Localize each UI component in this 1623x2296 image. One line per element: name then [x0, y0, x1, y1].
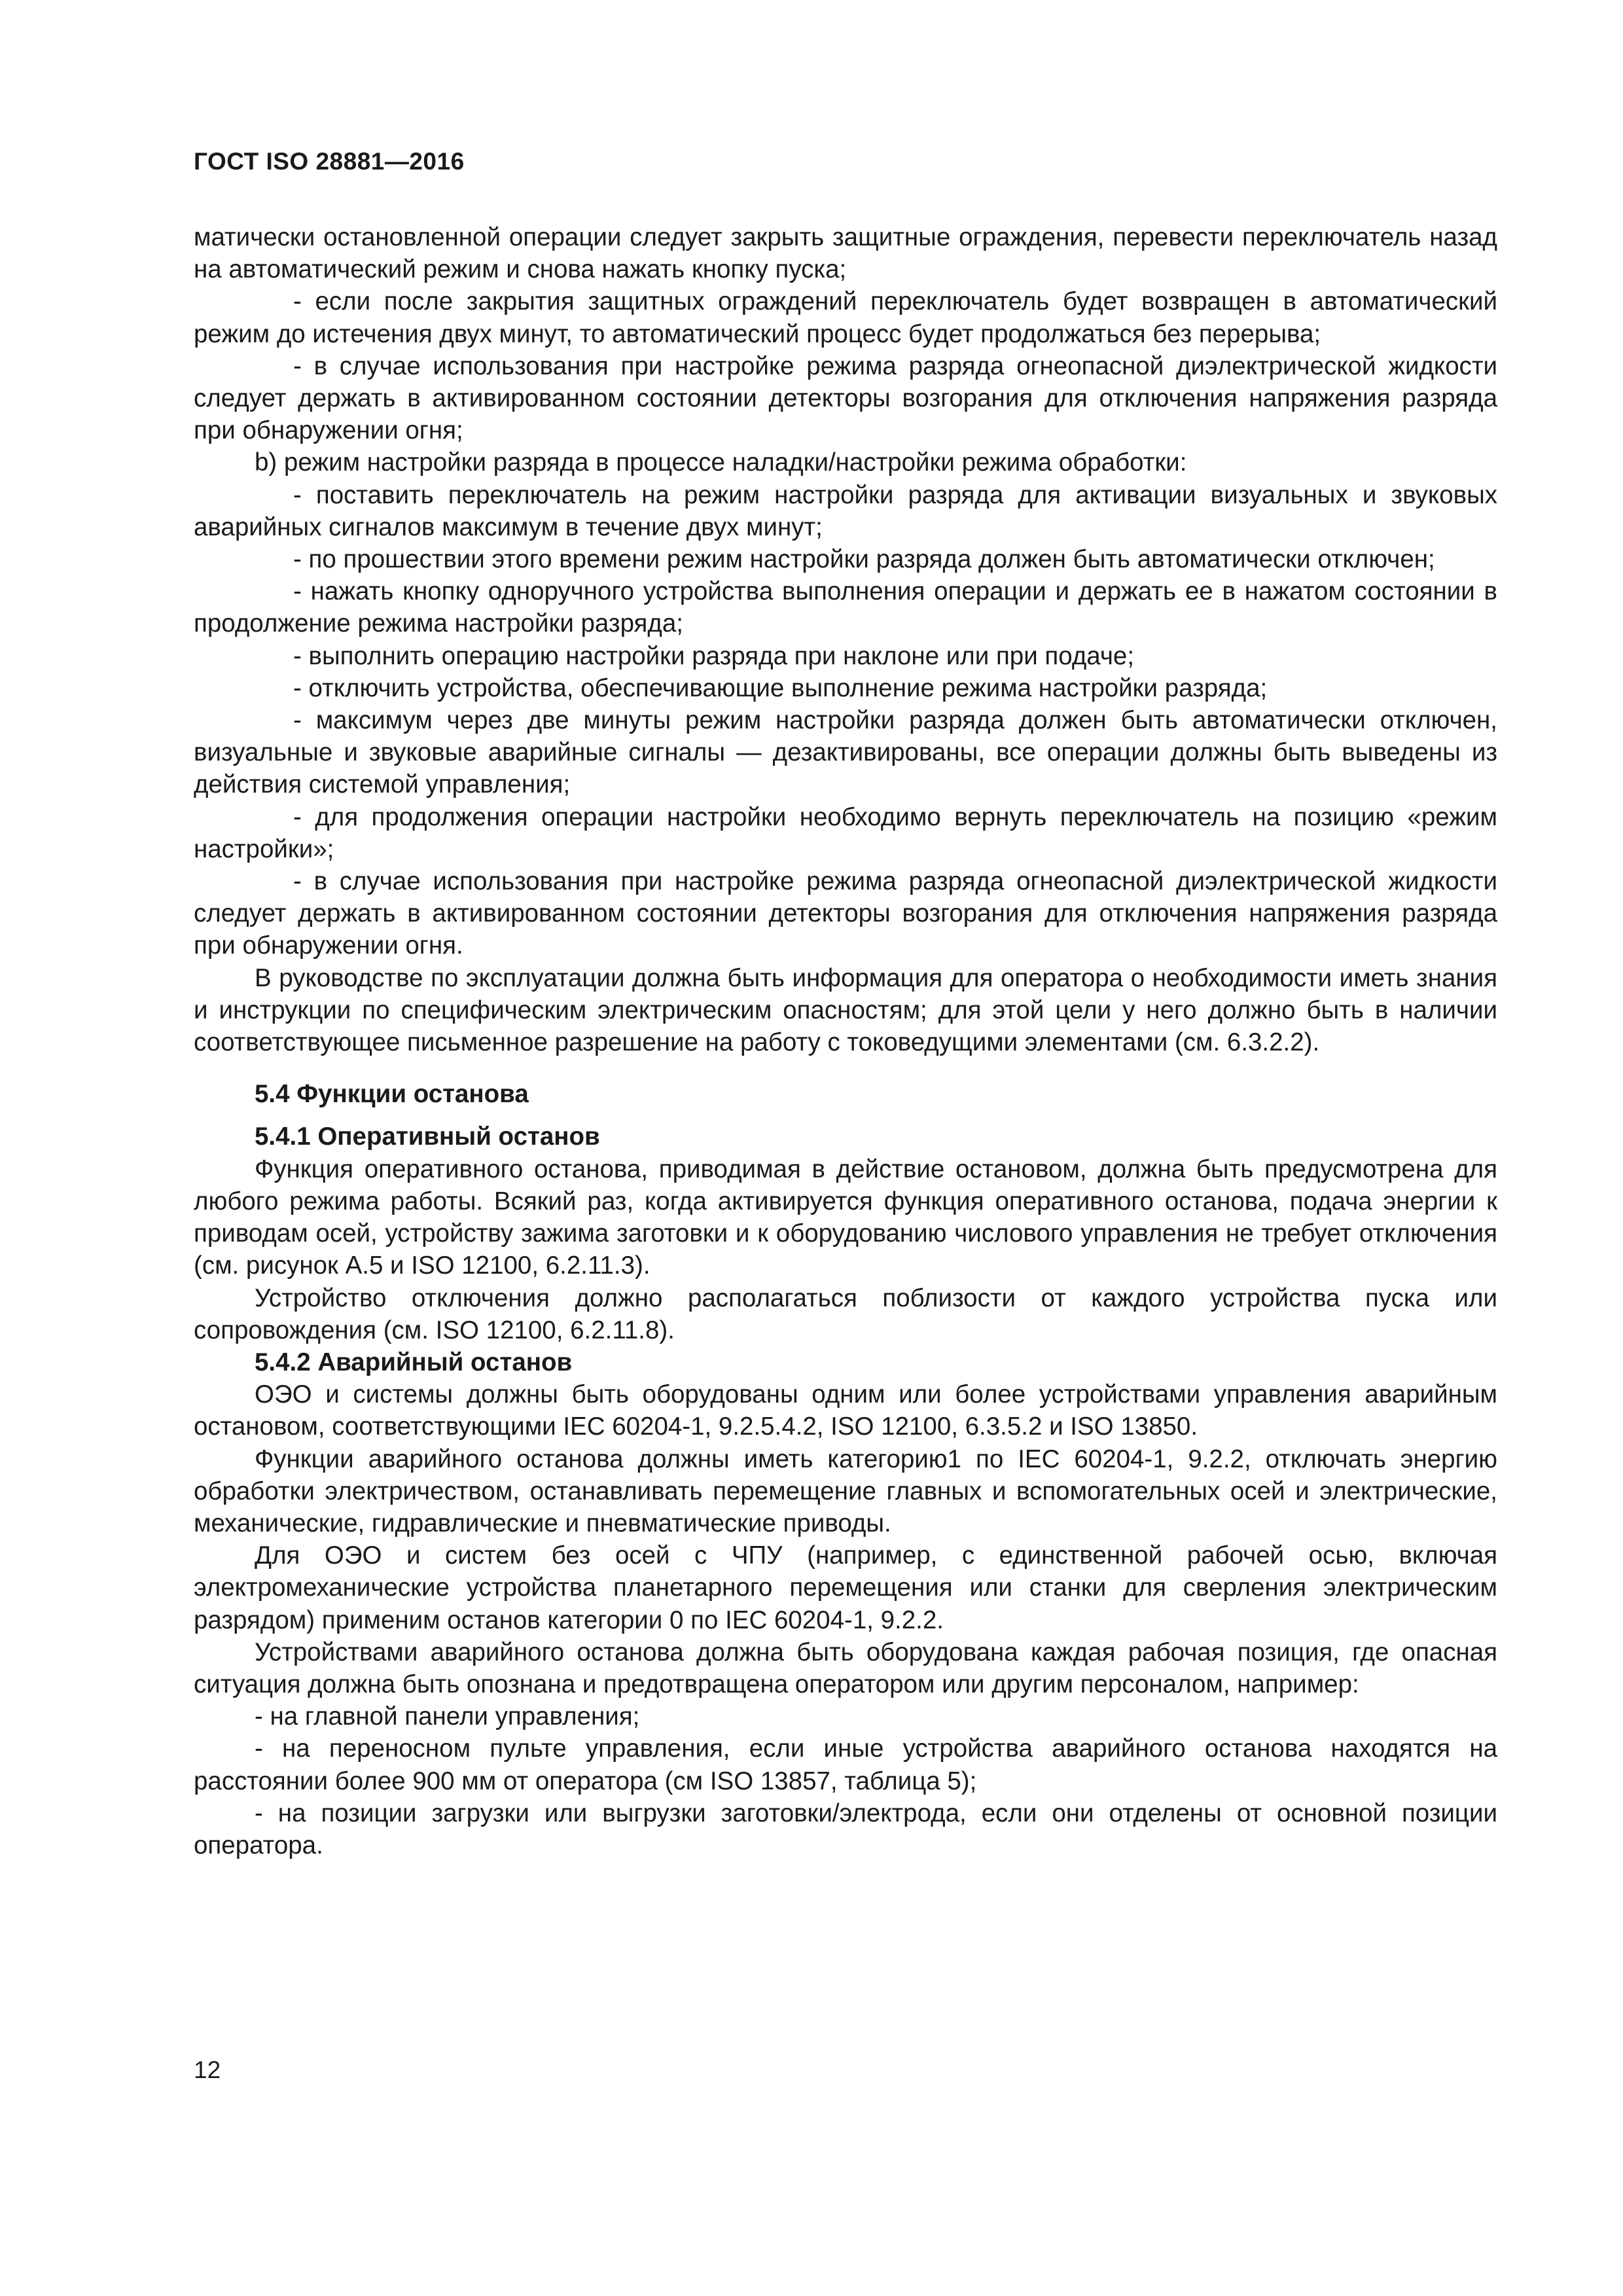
- paragraph: Функции аварийного останова должны иметь категорию1 по IEC 60204-1, 9.2.2, отключать энергию обработки электричеством, останавливать перемещение главных и вспомогательных осей и электрические, механические, гидравлические и пневматические приводы.: [194, 1444, 1497, 1537]
- list-item: - в случае использования при настройке режима разряда огнеопасной диэлектрической жидкости следует держать в активированном состоянии детекторы возгорания для отключения напряжения разряда при обнаружении огня.: [194, 867, 1497, 960]
- document-header: ГОСТ ISO 28881—2016: [194, 148, 465, 175]
- list-item: - по прошествии этого времени режим настройки разряда должен быть автоматически отключен;: [293, 545, 1435, 574]
- paragraph: Для ОЭО и систем без осей с ЧПУ (например, с единственной рабочей осью, включая электромеханические устройства планетарного перемещения или станки для сверления электрическим разрядом) применим останов категории 0 по IEC 60204-1, 9.2.2.: [194, 1541, 1497, 1634]
- list-item: - если после закрытия защитных ограждений переключатель будет возвращен в автоматический режим до истечения двух минут, то автоматический процесс будет продолжаться без перерыва;: [194, 287, 1497, 348]
- paragraph: Функция оперативного останова, приводимая в действие остановом, должна быть предусмотрена для любого режима работы. Всякий раз, когда активируется функция оперативного останова, подача энергии к приводам осей, устройству зажима заготовки и к оборудованию числового управления не требует отключения (см. рисунок А.5 и ISO 12100, 6.2.11.3).: [194, 1155, 1497, 1280]
- list-item: - в случае использования при настройке режима разряда огнеопасной диэлектрической жидкости следует держать в активированном состоянии детекторы возгорания для отключения напряжения разряда при обнаружении огня;: [194, 351, 1497, 445]
- paragraph: матически остановленной операции следует закрыть защитные ограждения, перевести переключатель назад на автоматический режим и снова нажать кнопку пуска;: [194, 223, 1497, 284]
- paragraph: В руководстве по эксплуатации должна быть информация для оператора о необходимости иметь знания и инструкции по специфическим электрическим опасностям; для этой цели у него должно быть в наличии соответствующее письменное разрешение на работу с токоведущими элементами (см. 6.3.2.2).: [194, 963, 1497, 1057]
- page-number: 12: [194, 2056, 221, 2083]
- list-item: - на главной панели управления;: [255, 1702, 640, 1731]
- list-item: - выполнить операцию настройки разряда при наклоне или при подаче;: [293, 641, 1135, 670]
- list-item: - максимум через две минуты режим настройки разряда должен быть автоматически отключен, визуальные и звуковые аварийные сигналы — дезактивированы, все операции должны быть выведены из действия системой управления;: [194, 706, 1497, 799]
- list-item: - поставить переключатель на режим настройки разряда для активации визуальных и звуковых аварийных сигналов максимум в течение двух минут;: [194, 480, 1497, 541]
- list-item: - для продолжения операции настройки необходимо вернуть переключатель на позицию «режим настройки»;: [194, 802, 1497, 863]
- section-heading-5-4-1: 5.4.1 Оперативный останов: [255, 1122, 600, 1151]
- document-body: [194, 221, 1497, 1861]
- paragraph: Устройство отключения должно располагаться поблизости от каждого устройства пуска или сопровождения (см. ISO 12100, 6.2.11.8).: [194, 1283, 1497, 1344]
- paragraph: ОЭО и системы должны быть оборудованы одним или более устройствами управления аварийным остановом, соответствующими IEC 60204-1, 9.2.5.4.2, ISO 12100, 6.3.5.2 и ISO 13850.: [194, 1380, 1497, 1441]
- paragraph: Устройствами аварийного останова должна быть оборудована каждая рабочая позиция, где опасная ситуация должна быть опознана и предотвращена оператором или другим персоналом, например:: [194, 1638, 1497, 1698]
- section-heading-5-4-2: 5.4.2 Аварийный останов: [255, 1348, 573, 1376]
- list-item-letter: b) режим настройки разряда в процессе наладки/настройки режима обработки:: [255, 448, 1187, 477]
- section-heading-5-4: 5.4 Функции останова: [255, 1080, 529, 1109]
- list-item: - отключить устройства, обеспечивающие выполнение режима настройки разряда;: [293, 673, 1268, 702]
- list-item: - на позиции загрузки или выгрузки заготовки/электрода, если они отделены от основной позиции оператора.: [194, 1799, 1497, 1859]
- list-item: - на переносном пульте управления, если иные устройства аварийного останова находятся на расстоянии более 900 мм от оператора (см ISO 13857, таблица 5);: [194, 1734, 1497, 1795]
- list-item: - нажать кнопку одноручного устройства выполнения операции и держать ее в нажатом состоянии в продолжение режима настройки разряда;: [194, 577, 1497, 638]
